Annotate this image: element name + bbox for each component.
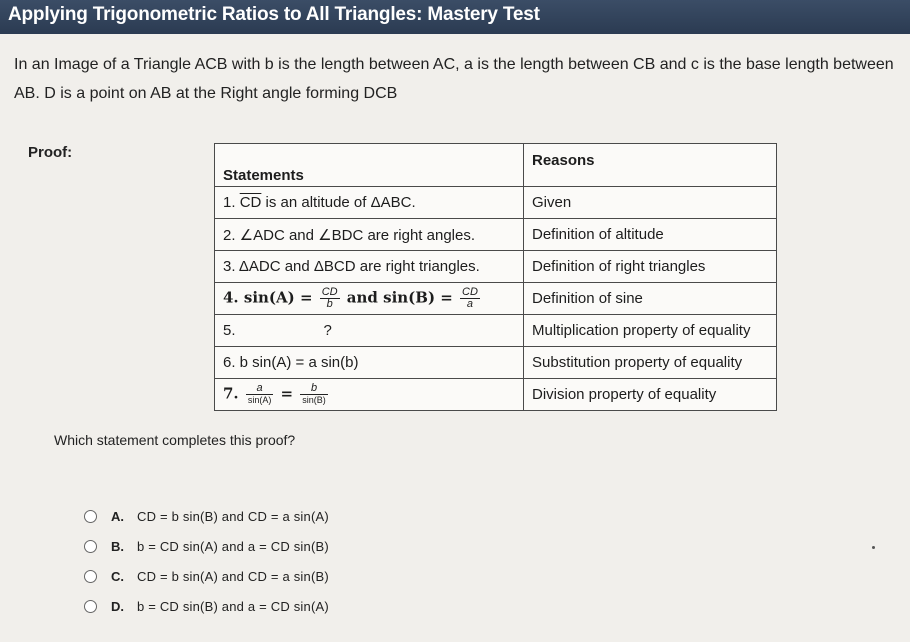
table-row <box>215 379 777 411</box>
proof-header-row <box>215 144 777 187</box>
fraction-a-sinA: $\frac{a}{\sin(A)}$ <box>247 382 272 405</box>
table-row <box>215 251 777 283</box>
reasons-header: Reasons <box>524 144 777 187</box>
answer-options <box>84 501 329 621</box>
missing-statement-mark: ? <box>323 322 332 339</box>
reason-5: Multiplication property of equality <box>524 315 777 347</box>
reason-3: Definition of right triangles <box>524 251 777 283</box>
table-row <box>215 315 777 347</box>
stray-dot <box>872 546 875 549</box>
statement-1: 1. CD is an altitude of ΔABC. <box>215 187 524 219</box>
option-text: CD = b sin(B) and CD = a sin(A) <box>137 508 329 524</box>
statement-2: 2. ∠ADC and ∠BDC are right angles. <box>215 219 524 251</box>
table-row <box>215 347 777 379</box>
radio-button-icon[interactable] <box>84 510 97 523</box>
option-text: CD = b sin(A) and CD = a sin(B) <box>137 568 329 584</box>
fraction-cd-a: $\frac{CD}{a}$ <box>462 286 478 310</box>
option-letter: D. <box>111 598 124 614</box>
fraction-cd-b: $\frac{CD}{b}$ <box>321 286 338 310</box>
mouse-cursor-icon <box>420 361 430 367</box>
reason-2: Definition of altitude <box>524 219 777 251</box>
option-letter: B. <box>111 538 124 554</box>
statement-4: 4. sin(A) = $\frac{CD}{b}$ and sin(B) = $\frac{CD}{a}$ <box>215 283 524 315</box>
option-letter: C. <box>111 568 124 584</box>
option-text: b = CD sin(A) and a = CD sin(B) <box>137 538 329 554</box>
option-d[interactable] <box>84 591 329 621</box>
table-row <box>215 283 777 315</box>
reason-1: Given <box>524 187 777 219</box>
prompt-text: Which statement completes this proof? <box>54 432 296 448</box>
option-a[interactable] <box>84 501 329 531</box>
option-letter: A. <box>111 508 124 524</box>
reason-6: Substitution property of equality <box>524 347 777 379</box>
fraction-b-sinB: $\frac{b}{\sin(B)}$ <box>302 382 326 405</box>
statement-5: 5. ? <box>215 315 524 347</box>
reason-4: Definition of sine <box>524 283 777 315</box>
radio-button-icon[interactable] <box>84 570 97 583</box>
option-text: b = CD sin(B) and a = CD sin(A) <box>137 598 329 614</box>
table-row <box>215 187 777 219</box>
radio-button-icon[interactable] <box>84 540 97 553</box>
option-c[interactable] <box>84 561 329 591</box>
question-text: In an Image of a Triangle ACB with b is the length between AC, a is the length between CB and c is the base length between AB. D is a point on AB at the Right angle forming DCB <box>14 56 894 102</box>
reason-7: Division property of equality <box>524 379 777 411</box>
proof-table <box>214 143 777 411</box>
statement-6: 6. b sin(A) = a sin(b) <box>215 347 524 379</box>
statement-3: 3. ΔADC and ΔBCD are right triangles. <box>215 251 524 283</box>
table-row <box>215 219 777 251</box>
header-bar <box>0 0 910 34</box>
statement-7: 7. $\frac{a}{\sin(A)}$ = $\frac{b}{\sin(B)}$ <box>215 379 524 411</box>
statements-header: Statements <box>215 144 524 187</box>
proof-label: Proof: <box>28 144 73 161</box>
option-b[interactable] <box>84 531 329 561</box>
page-title: Applying Trigonometric Ratios to All Triangles: Mastery Test <box>8 4 540 25</box>
radio-button-icon[interactable] <box>84 600 97 613</box>
